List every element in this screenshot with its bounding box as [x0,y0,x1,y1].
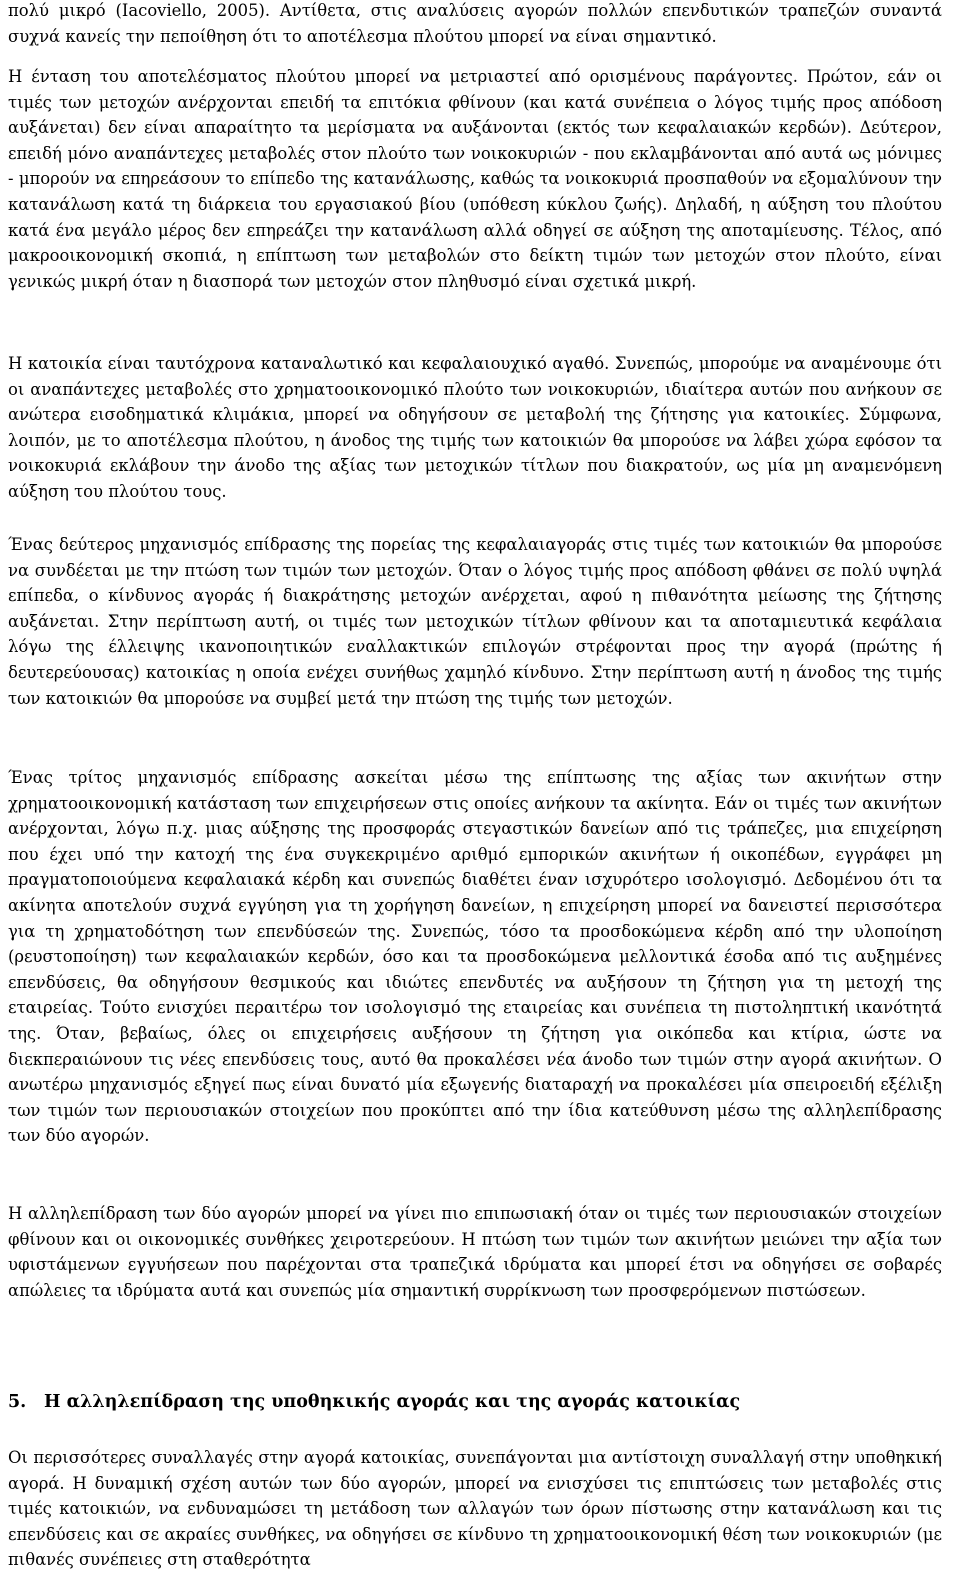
paragraph-third-mechanism: Ένας τρίτος μηχανισμός επίδρασης ασκείται μέσω της επίπτωσης της αξίας των ακινήτων στην χρηματοοικονομική κατάσταση των επιχειρήσεων στις οποίες ανήκουν τα ακίνητα. Εάν οι τιμές των ακινήτων ανέρχονται, λόγω π.χ. μιας αύξησης της προσφοράς στεγαστικών δανείων από τις τράπεζες, μια επιχείρηση που έχει υπό την κατοχή της ένα συγκεκριμένο αριθμό εμπορικών ακινήτων ή οικοπέδων, εγγράφει μη πραγματοποιούμενα κεφαλαιακά κέρδη και συνεπώς διαθέτει έναν ισχυρότερο ισολογισμό. Δεδομένου ότι τα ακίνητα αποτελούν συχνά εγγύηση για τη χορήγηση δανείων, η επιχείρηση μπορεί να δανειστεί περισσότερα για τη χρηματοδότηση των επενδύσεών της. Συνεπώς, τόσο τα προσδοκώμενα κέρδη από την υλοποίηση (ρευστοποίηση) των κεφαλαιακών κερδών, όσο και τα προσδοκώμενα μελλοντικά έσοδα από τις αυξημένες επενδύσεις, θα οδηγήσουν θεσμικούς και ιδιώτες επενδυτές να αυξήσουν τη ζήτηση για τη μετοχή της εταιρείας. Τούτο ενισχύει περαιτέρω τον ισολογισμό της εταιρείας και συνέπεια τη πιστοληπτική ικανότητά της. Όταν, βεβαίως, όλες οι επιχειρήσεις αυξήσουν τη ζήτηση για οικόπεδα και κτίρια, ώστε να διεκπεραιώνουν τις νέες επενδύσεις τους, αυτό θα προκαλέσει νέα άνοδο των τιμών στην αγορά ακινήτων. Ο ανωτέρω μηχανισμός εξηγεί πως είναι δυνατό μία εξωγενής διαταραχή να προκαλέσει μία σπειροειδή εξέλιξη των τιμών των περιουσιακών στοιχείων που προκύπτει από την ίδια κατεύθυνση μέσω της αλληλεπίδρασης των δύο αγορών. [8,768,942,1146]
paragraph-section-5-intro: Οι περισσότερες συναλλαγές στην αγορά κατοικίας, συνεπάγονται μια αντίστοιχη συναλλαγή στην υποθηκική αγορά. Η δυναμική σχέση αυτών των δύο αγορών, μπορεί να ενισχύσει τις επιπτώσεις των μεταβολές στις τιμές κατοικιών, να ενδυναμώσει τη μετάδοση των αλλαγών των όρων πίστωσης στην κατανάλωση και τις επενδύσεις και σε ακραίες συνθήκες, να οδηγήσει σε κίνδυνο τη χρηματοοικονομική θέση των νοικοκυριών (με πιθανές συνέπειες στη σταθερότητα [8,1448,942,1570]
section-title: Η αλληλεπίδραση της υποθηκικής αγοράς και της αγοράς κατοικίας [44,1392,741,1412]
paragraph-housing-as-capital-good: Η κατοικία είναι ταυτόχρονα καταναλωτικό και κεφαλαιουχικό αγαθό. Συνεπώς, μπορούμε να αναμένουμε ότι οι αναπάντεχες μεταβολές στο χρηματοοικονομικό πλούτο των νοικοκυριών, ιδιαίτερα αυτών που ανήκουν σε ανώτερα εισοδηματικά κλιμάκια, μπορεί να οδηγήσουν σε μεταβολή της ζήτησης για κατοικίες. Σύμφωνα, λοιπόν, με το αποτέλεσμα πλούτου, η άνοδος της τιμής των κατοικιών θα μπορούσε να λάβει χώρα εφόσον τα νοικοκυριά εκλάβουν την άνοδο της αξίας των μετοχικών τίτλων που διακρατούν, ως μία μη αναμενόμενη αύξηση του πλούτου τους. [8,354,942,501]
intro-paragraph-fragment: πολύ μικρό (Iacoviello, 2005). Αντίθετα, στις αναλύσεις αγορών πολλών επενδυτικών τραπεζών συναντά συχνά κανείς την πεποίθηση ότι το αποτέλεσμα πλούτου μπορεί να είναι σημαντικό. [8,1,942,46]
paragraph-wealth-effect-moderation: Η ένταση του αποτελέσματος πλούτου μπορεί να μετριαστεί από ορισμένους παράγοντες. Πρώτον, εάν οι τιμές των μετοχών ανέρχονται επειδή τα επιτόκια φθίνουν (και κατά συνέπεια ο λόγος τιμής προς απόδοση αυξάνεται) δεν είναι απαραίτητο τα μερίσματα να αυξάνονται (εκτός των κεφαλαιακών κερδών). Δεύτερον, επειδή μόνο αναπάντεχες μεταβολές στον πλούτο των νοικοκυριών - που εκλαμβάνονται από αυτά ως μόνιμες - μπορούν να επηρεάσουν το επίπεδο της κατανάλωσης, καθώς τα νοικοκυριά προσπαθούν να εξομαλύνουν την κατανάλωση κατά τη διάρκεια του εργασιακού βίου (υπόθεση κύκλου ζωής). Δηλαδή, η αύξηση του πλούτου κατά ένα μεγάλο μέρος δεν επηρεάζει την κατανάλωση αλλά οδηγεί σε αύξηση της αποταμίευσης. Τέλος, από μακροοικονομική σκοπιά, η επίπτωση των μεταβολών στο δείκτη τιμών των μετοχών στον πλούτο, είναι γενικώς μικρή όταν η διασπορά των μετοχών στον πληθυσμό είναι σχετικά μικρή. [8,67,942,291]
section-number: 5. [8,1392,27,1412]
paragraph-second-mechanism: Ένας δεύτερος μηχανισμός επίδρασης της πορείας της κεφαλαιαγοράς στις τιμές των κατοικιών θα μπορούσε να συνδέεται με την πτώση των τιμών των μετοχών. Όταν ο λόγος τιμής προς απόδοση φθάνει σε πολύ υψηλά επίπεδα, ο κίνδυνος αγοράς ή διακράτησης μετοχών ανέρχεται, αφού η πιθανότητα μείωσης της ζήτησης αυξάνεται. Στην περίπτωση αυτή, οι τιμές των μετοχικών τίτλων φθίνουν και τα αποταμιευτικά κεφάλαια λόγω της έλλειψης ικανοποιητικών εναλλακτικών επιλογών στρέφονται προς την αγορά (πρώτης ή δευτερεύουσας) κατοικίας η οποία ενέχει συνήθως χαμηλό κίνδυνο. Στην περίπτωση αυτή η άνοδος της τιμής των κατοικιών θα μπορούσε να συμβεί μετά την πτώση της τιμής των μετοχών. [8,535,942,708]
section-heading [8,1389,942,1415]
paragraph-market-interaction: Η αλληλεπίδραση των δύο αγορών μπορεί να γίνει πιο επιπωσιακή όταν οι τιμές των περιουσιακών στοιχείων φθίνουν και οι οικονομικές συνθήκες χειροτερεύουν. Η πτώση των τιμών των ακινήτων μειώνει την αξία των υφιστάμενων εγγυήσεων που παρέχονται στα τραπεζικά ιδρύματα και μπορεί έτσι να οδηγήσει σε σοβαρές απώλειες τα ιδρύματα αυτά και συνεπώς μία σημαντική συρρίκνωση των προσφερόμενων πιστώσεων. [8,1204,942,1300]
